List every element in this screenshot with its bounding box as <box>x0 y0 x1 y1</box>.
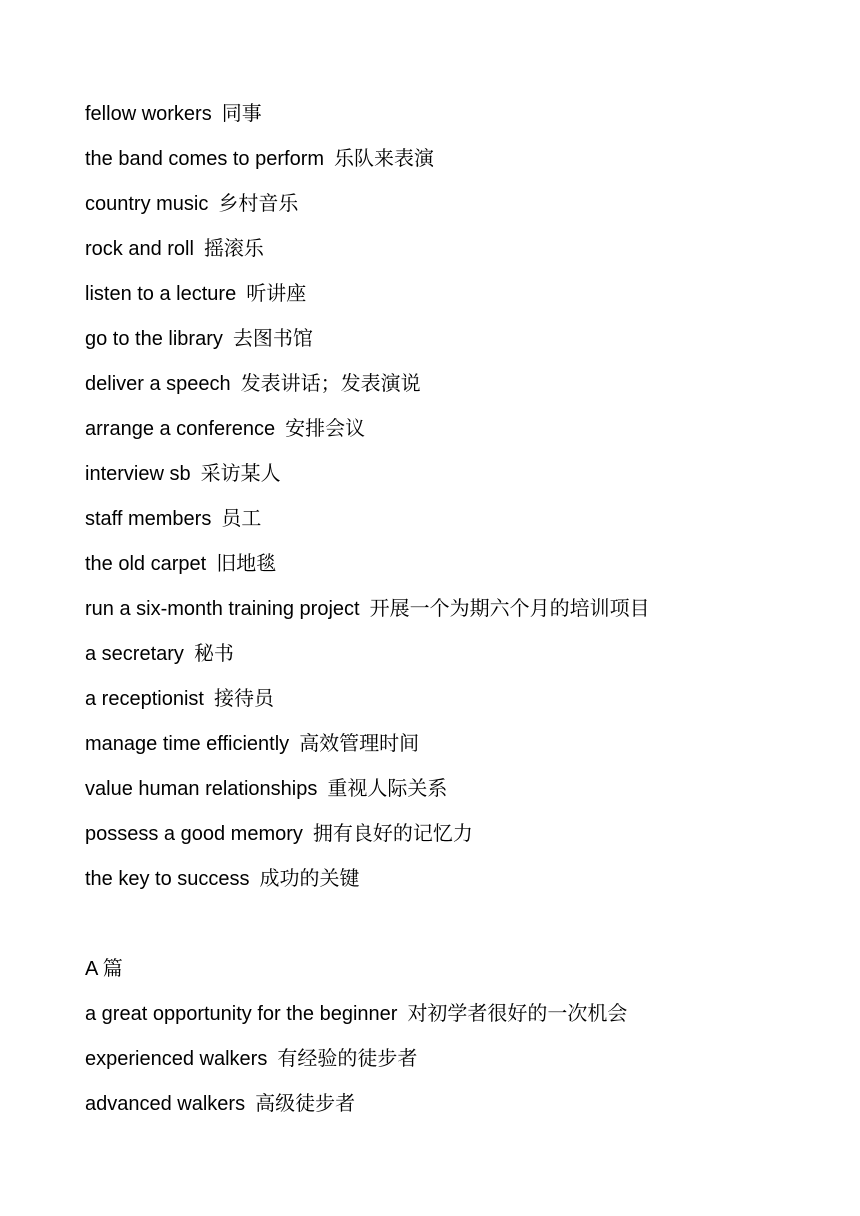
english-phrase: go to the library <box>85 328 223 350</box>
chinese-translation: 接待员 <box>213 688 274 710</box>
section-heading: A 篇 <box>85 958 123 980</box>
english-phrase: deliver a speech <box>85 373 231 395</box>
chinese-translation: 高效管理时间 <box>299 733 420 755</box>
vocab-entry <box>85 1037 825 1082</box>
chinese-translation: 同事 <box>221 103 262 125</box>
chinese-translation: 乐队来表演 <box>334 148 435 170</box>
chinese-translation: 重视人际关系 <box>327 778 448 800</box>
chinese-translation: 秘书 <box>193 643 234 665</box>
vocab-entry <box>85 722 825 767</box>
chinese-translation: 安排会议 <box>285 418 366 440</box>
vocab-entry <box>85 992 825 1037</box>
vocab-entry <box>85 857 825 902</box>
chinese-translation: 去图书馆 <box>232 328 313 350</box>
vocab-entry <box>85 362 825 407</box>
vocab-entry <box>85 317 825 362</box>
chinese-translation: 拥有良好的记忆力 <box>312 823 473 845</box>
vocab-entry <box>85 272 825 317</box>
vocab-entry <box>85 767 825 812</box>
english-phrase: the band comes to perform <box>85 148 325 170</box>
vocab-entry <box>85 812 825 857</box>
chinese-translation: 听讲座 <box>246 283 307 305</box>
vocab-entry <box>85 1082 825 1127</box>
vocab-entry <box>85 587 825 632</box>
english-phrase: arrange a conference <box>85 418 276 440</box>
english-phrase: country music <box>85 193 209 215</box>
chinese-translation: 乡村音乐 <box>218 193 299 215</box>
english-phrase: possess a good memory <box>85 823 303 845</box>
english-phrase: interview sb <box>85 463 191 485</box>
english-phrase: rock and roll <box>85 238 194 260</box>
english-phrase: a great opportunity for the beginner <box>85 1003 398 1025</box>
chinese-translation: 采访某人 <box>200 463 281 485</box>
chinese-translation: 有经验的徒步者 <box>277 1048 418 1070</box>
chinese-translation: 旧地毯 <box>216 553 277 575</box>
document-page <box>85 92 825 1127</box>
vocab-entry <box>85 407 825 452</box>
vocab-entry <box>85 227 825 272</box>
vocab-entry <box>85 632 825 677</box>
vocab-entry <box>85 137 825 182</box>
english-phrase: run a six-month training project <box>85 598 360 620</box>
vocab-entry <box>85 542 825 587</box>
vocab-entry <box>85 452 825 497</box>
vocab-entry <box>85 92 825 137</box>
english-phrase: experienced walkers <box>85 1048 268 1070</box>
vocab-entry <box>85 497 825 542</box>
english-phrase: staff members <box>85 508 212 530</box>
chinese-translation: 摇滚乐 <box>203 238 264 260</box>
english-phrase: the old carpet <box>85 553 207 575</box>
english-phrase: advanced walkers <box>85 1093 246 1115</box>
chinese-translation: 成功的关键 <box>259 868 360 890</box>
english-phrase: listen to a lecture <box>85 283 237 305</box>
chinese-translation: 发表讲话；发表演说 <box>240 373 421 395</box>
blank-line <box>85 902 825 947</box>
chinese-translation: 员工 <box>221 508 262 530</box>
vocab-entry <box>85 182 825 227</box>
english-phrase: value human relationships <box>85 778 318 800</box>
english-phrase: fellow workers <box>85 103 212 125</box>
vocab-entry <box>85 677 825 722</box>
chinese-translation: 高级徒步者 <box>255 1093 356 1115</box>
english-phrase: the key to success <box>85 868 250 890</box>
english-phrase: a receptionist <box>85 688 204 710</box>
english-phrase: a secretary <box>85 643 184 665</box>
chinese-translation: 开展一个为期六个月的培训项目 <box>369 598 650 620</box>
chinese-translation: 对初学者很好的一次机会 <box>407 1003 628 1025</box>
english-phrase: manage time efficiently <box>85 733 290 755</box>
